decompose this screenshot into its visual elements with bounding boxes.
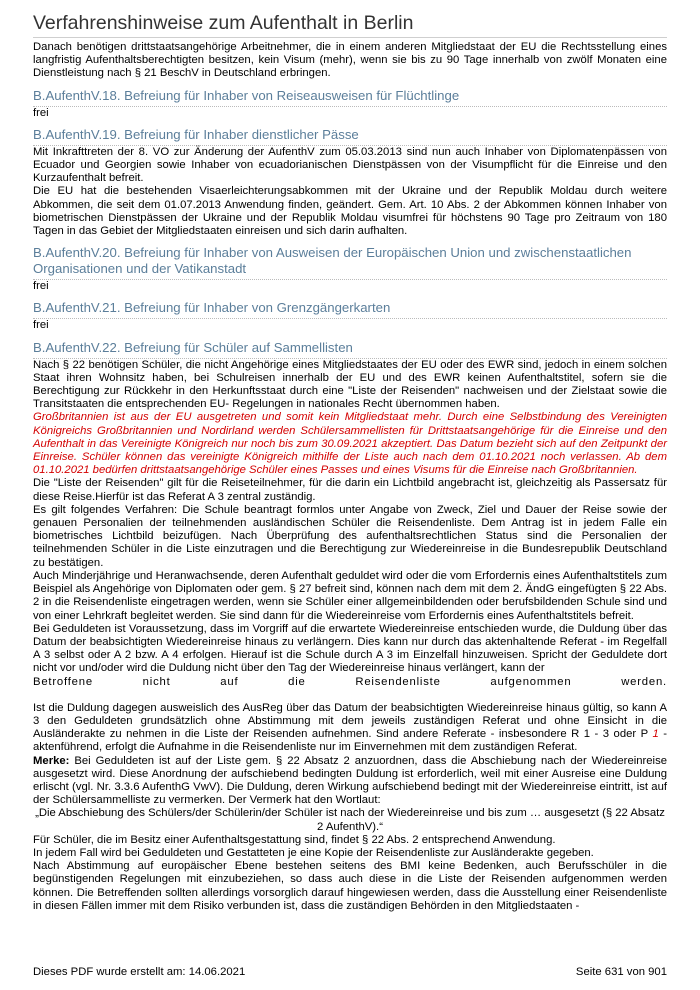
merke-paragraph bbox=[33, 755, 667, 808]
section-21-text: frei bbox=[33, 319, 49, 332]
section-heading-21: B.AufenthV.21. Befreiung für Inhaber von Grenzgängerkarten bbox=[33, 300, 667, 319]
merke-text: Bei Geduldeten ist auf der Liste gem. § 22 Absatz 2 anzuordnen, dass die Abschiebung nach der Wiedereinreise ausgesetzt wird. Diese Anordnung der aufschiebend bedingten Duldung ist erforderlich, weil mit einer Ausreise eine Duldung erlischt (vgl. Nr. 3.3.6 AufenthG VwV). Die Duldung, deren Wirkung aufschiebend bedingt mit der Wiedereinreise eintritt, ist auf der Schülersammelliste zu vermerken. Der Vermerk hat den Wortlaut: bbox=[33, 754, 667, 807]
title-divider bbox=[33, 37, 667, 38]
section-22-paragraph-2: Die "Liste der Reisenden" gilt für die Reiseteilnehmer, für die darin ein Lichtbild angebracht ist, gleichzeitig als Passersatz für diese Reise.Hierfür ist das Referat A 3 zentral zuständig. bbox=[33, 477, 667, 503]
section-heading-20: B.AufenthV.20. Befreiung für Inhaber von Ausweisen der Europäischen Union und zwischenstaatlichen Organisationen und der Vatikanstadt bbox=[33, 245, 667, 280]
section-22-paragraph-8: In jedem Fall wird bei Geduldeten und Gestatteten je eine Kopie der Reisendenliste zur Ausländerakte gegeben. bbox=[33, 846, 594, 859]
section-22-paragraph-5: Bei Geduldeten ist Voraussetzung, dass im Vorgriff auf die erwartete Wiedereinreise entschieden wurde, die Duldung über das Datum der beabsichtigten Wiedereinreise hinaus zu verlängern. Dies kann nur durch das aktenhaltende Referat - im Regelfall A 3 selbst oder A 2 bzw. A 4 erfolgen. Hierauf ist die Schule durch A 3 im Einzelfall hinzuweisen. Spricht der Geduldete dort nicht vor und/oder wird die Duldung nicht über den Tag der Wiedereinreise hinaus verlängert, kann der bbox=[33, 622, 667, 675]
page-footer bbox=[33, 966, 667, 978]
brexit-notice: Großbritannien ist aus der EU ausgetreten und somit kein Mitgliedstaat mehr. Durch eine Selbstbindung des Vereinigten Königreichs Großbritannien und Nordirland werden Schülersammellisten für Drittstaatsangehörige für die Einreise und den Aufenthalt in das Vereinigte Königreich nur noch bis zum 30.09.2021 akzeptiert. Das Datum bezieht sich auf den Zeitpunkt der Einreise. Schüler können das vereinigte Königreich mithilfe der Liste auch nach dem 01.10.2021 noch verlassen. Ab dem 01.10.2021 bedürfen drittstaatsangehörige Schüler eines Passes und eines Visums für die Einreise nach Großbritannien. bbox=[33, 411, 667, 477]
section-22-paragraph-1: Nach § 22 benötigen Schüler, die nicht Angehörige eines Mitgliedstaates der EU oder des EWR sind, jedoch in einem solchen Staat ihren Wohnsitz haben, bei Schulreisen innerhalb der EU und des EWR keinen Aufenthaltstitel, sofern sie die Berechtigung zur Rückkehr in den Herkunftsstaat durch eine "Liste der Reisenden" nachweisen und der Zielstaat sowie die Transitstaaten die entsprechenden EU- Regelungen in nationales Recht übernommen haben. bbox=[33, 358, 667, 411]
section-19-paragraph-2: Die EU hat die bestehenden Visaerleichterungsabkommen mit der Ukraine und der Republik Moldau durch weitere Abkommen, die seit dem 01.07.2013 Anwendung finden, geändert. Gem. Art. 10 Abs. 2 der Abkommen können Inhaber von biometrischen Dienstpässen der Ukraine und der Republik Moldau visumfrei für höchstens 90 Tage pro Zeitraum von 180 Tagen in das Gebiet der Mitgliedstaaten einreisen und sich darin aufhalten. bbox=[33, 185, 667, 238]
section-22-paragraph-5-last-line: Betroffene nicht auf die Reisendenliste aufgenommen werden. bbox=[33, 675, 667, 688]
section-heading-19: B.AufenthV.19. Befreiung für Inhaber dienstlicher Pässe bbox=[33, 127, 667, 146]
section-22-paragraph-4: Auch Minderjährige und Heranwachsende, deren Aufenthalt geduldet wird oder die vom Erfordernis eines Aufenthaltstitels zum Beispiel als Angehörige von Diplomaten oder gem. § 27 befreit sind, können nach dem mit dem 2. ÄndG eingefügten § 22 Abs. 2 in die Reisendenliste eingetragen werden, wenn sie Schüler einer allgemeinbildenden oder berufsbildenden Schule sind und von einer Lehrkraft begleitet werden. Sie sind dann für die Wiedereinreise vom Erfordernis eines Aufenthaltstitels befreit. bbox=[33, 569, 667, 622]
document-content bbox=[33, 41, 667, 913]
footnote-number: 1 bbox=[652, 728, 659, 741]
section-heading-22: B.AufenthV.22. Befreiung für Schüler auf Sammellisten bbox=[33, 340, 667, 359]
section-22-paragraph-3: Es gilt folgendes Verfahren: Die Schule beantragt formlos unter Angabe von Zweck, Ziel und Dauer der Reise sowie der genauen Personalien der teilnehmenden ausländischen Schüler die Reisendenliste. Dem Antrag ist in jedem Falle ein biometrisches Lichtbild beizufügen. Nach Überprüfung des aufenthaltsrechtlichen Status sind die Personalien der teilnehmenden Schüler in die Liste einzutragen und die Berechtigung zur Wiedereinreise in die Bundesrepublik Deutschland zu bestätigen. bbox=[33, 503, 667, 569]
section-22-paragraph-9: Nach Abstimmung auf europäischer Ebene bestehen seitens des BMI keine Bedenken, auch Berufsschüler in die begünstigenden Regelungen mit einzubeziehen, so dass auch diese in die Liste der Reisenden aufgenommen werden können. Die Betreffenden sollten allerdings vorsorglich darauf hingewiesen werden, dass die Ausstellung einer Reisendenliste in diesen Fällen immer mit dem Risiko verbunden ist, dass die zuständigen Behörden in den Mitgliedstaaten - bbox=[33, 860, 667, 912]
section-19-paragraph-1: Mit Inkrafttreten der 8. VO zur Änderung der AufenthV zum 05.03.2013 sind nun auch Inhaber von Diplomatenpässen von Ecuador und Georgien sowie Inhaber von ecuadorianischen Dienstpässen von der Visumpflicht für die Einreise und den Kurzaufenthalt befreit. bbox=[33, 145, 667, 185]
section-18-text: frei bbox=[33, 106, 49, 119]
page-title: Verfahrenshinweise zum Aufenthalt in Berlin bbox=[33, 12, 414, 34]
paragraph-6-text-b: - aktenführend, erfolgt die Aufnahme in die Reisendenliste nur im Einvernehmen mit dem zuständigen Referat. bbox=[33, 728, 668, 754]
footer-created-date: Dieses PDF wurde erstellt am: 14.06.2021 bbox=[33, 966, 246, 978]
section-22-paragraph-7: Für Schüler, die im Besitz einer Aufenthaltsgestattung sind, findet § 22 Abs. 2 entsprechend Anwendung. bbox=[33, 833, 556, 846]
merke-label: Merke: bbox=[33, 754, 70, 767]
section-heading-18: B.AufenthV.18. Befreiung für Inhaber von Reiseausweisen für Flüchtlinge bbox=[33, 88, 667, 107]
paragraph-gap bbox=[33, 689, 667, 702]
section-20-text: frei bbox=[33, 280, 49, 293]
paragraph-6-text-a: Ist die Duldung dagegen ausweislich des AusReg über das Datum der beabsichtigten Wiedereinreise hinaus gültig, so kann A 3 den Geduldeten grundsätzlich ohne Abstimmung mit dem jeweils zuständigen Referat und ohne Einsicht in die Ausländerakte zu nehmen in die Liste der Reisenden aufnehmen. Sind andere Referate - insbesondere R 1 - 3 oder P bbox=[33, 701, 667, 741]
intro-paragraph: Danach benötigen drittstaatsangehörige Arbeitnehmer, die in einem anderen Mitgliedstaat der EU die Rechtsstellung eines langfristig Aufenthaltsberechtigten besitzen, kein Visum (mehr), wenn sie bis zu 90 Tage innerhalb von zwölf Monaten eine Dienstleistung nach § 21 BeschV in Deutschland erbringen. bbox=[33, 41, 667, 80]
footer-page-number: Seite 631 von 901 bbox=[575, 966, 667, 978]
section-22-paragraph-6 bbox=[33, 702, 667, 755]
quote-text: „Die Abschiebung des Schülers/der Schülerin/der Schüler ist nach der Wiedereinreise und bis zum … ausgesetzt (§ 22 Absatz 2 AufenthV).“ bbox=[35, 807, 665, 833]
